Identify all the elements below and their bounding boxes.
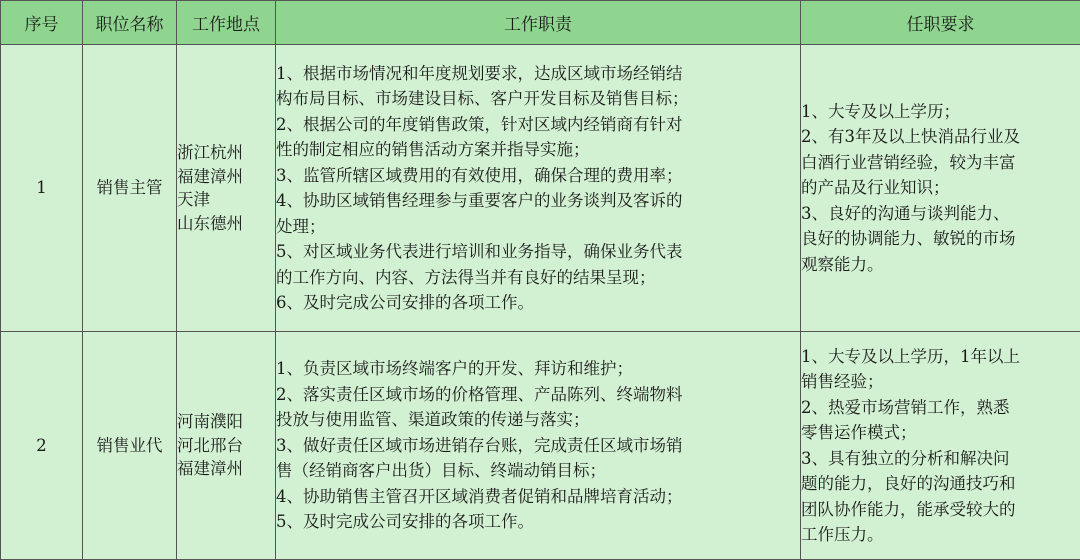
duty-line: 6、及时完成公司安排的各项工作。 — [276, 290, 800, 316]
duty-line: 5、及时完成公司安排的各项工作。 — [276, 509, 800, 535]
location-line: 福建漳州 — [177, 165, 275, 189]
requirements-cell — [801, 332, 1080, 560]
requirement-line: 2、热爱市场营销工作，熟悉 — [801, 395, 1080, 421]
duty-line: 2、落实责任区域市场的价格管理、产品陈列、终端物料 — [276, 382, 800, 408]
requirement-line: 1、大专及以上学历； — [801, 99, 1080, 125]
position-cell: 销售业代 — [83, 332, 177, 560]
duty-line: 处理； — [276, 214, 800, 240]
duty-line: 的工作方向、内容、方法得当并有良好的结果呈现； — [276, 265, 800, 291]
duty-line: 5、对区域业务代表进行培训和业务指导，确保业务代表 — [276, 239, 800, 265]
duty-line: 1、根据市场情况和年度规划要求，达成区域市场经销结 — [276, 61, 800, 87]
header-position: 职位名称 — [83, 1, 177, 45]
location-line: 浙江杭州 — [177, 141, 275, 165]
requirement-line: 良好的协调能力、敏锐的市场 — [801, 226, 1080, 252]
duty-line: 1、负责区域市场终端客户的开发、拜访和维护； — [276, 356, 800, 382]
requirement-line: 白酒行业营销经验，较为丰富 — [801, 150, 1080, 176]
requirement-line: 2、有3年及以上快消品行业及 — [801, 124, 1080, 150]
duty-line: 投放与使用监管、渠道政策的传递与落实； — [276, 407, 800, 433]
location-line: 河南濮阳 — [177, 410, 275, 434]
requirement-line: 3、具有独立的分析和解决问 — [801, 446, 1080, 472]
position-cell: 销售主管 — [83, 45, 177, 332]
duty-line: 性的制定相应的销售活动方案并指导实施； — [276, 137, 800, 163]
duty-line: 2、根据公司的年度销售政策，针对区域内经销商有针对 — [276, 112, 800, 138]
requirement-line: 工作压力。 — [801, 522, 1080, 548]
duty-line: 售（经销商客户出货）目标、终端动销目标； — [276, 458, 800, 484]
location-line: 福建漳州 — [177, 457, 275, 481]
header-seq: 序号 — [1, 1, 83, 45]
duty-line: 3、监管所辖区域费用的有效使用，确保合理的费用率； — [276, 163, 800, 189]
requirement-line: 3、良好的沟通与谈判能力、 — [801, 201, 1080, 227]
header-row — [1, 1, 1080, 45]
header-duties: 工作职责 — [276, 1, 801, 45]
seq-cell: 2 — [1, 332, 83, 560]
requirement-line: 销售经验； — [801, 369, 1080, 395]
duties-cell — [276, 332, 801, 560]
location-line: 天津 — [177, 188, 275, 212]
header-location: 工作地点 — [177, 1, 276, 45]
location-line: 河北邢台 — [177, 434, 275, 458]
requirement-line: 的产品及行业知识； — [801, 175, 1080, 201]
table-row — [1, 45, 1080, 332]
requirement-line: 零售运作模式； — [801, 420, 1080, 446]
header-requirements: 任职要求 — [801, 1, 1080, 45]
location-cell — [177, 45, 276, 332]
duty-line: 4、协助区域销售经理参与重要客户的业务谈判及客诉的 — [276, 188, 800, 214]
duties-cell — [276, 45, 801, 332]
location-cell — [177, 332, 276, 560]
duty-line: 3、做好责任区域市场进销存台账，完成责任区域市场销 — [276, 433, 800, 459]
seq-cell: 1 — [1, 45, 83, 332]
duty-line: 构布局目标、市场建设目标、客户开发目标及销售目标； — [276, 86, 800, 112]
requirement-line: 题的能力，良好的沟通技巧和 — [801, 471, 1080, 497]
location-line: 山东德州 — [177, 212, 275, 236]
requirements-cell — [801, 45, 1080, 332]
table-row — [1, 332, 1080, 560]
requirement-line: 观察能力。 — [801, 252, 1080, 278]
duty-line: 4、协助销售主管召开区域消费者促销和品牌培育活动； — [276, 484, 800, 510]
requirement-line: 1、大专及以上学历，1年以上 — [801, 344, 1080, 370]
requirement-line: 团队协作能力，能承受较大的 — [801, 497, 1080, 523]
